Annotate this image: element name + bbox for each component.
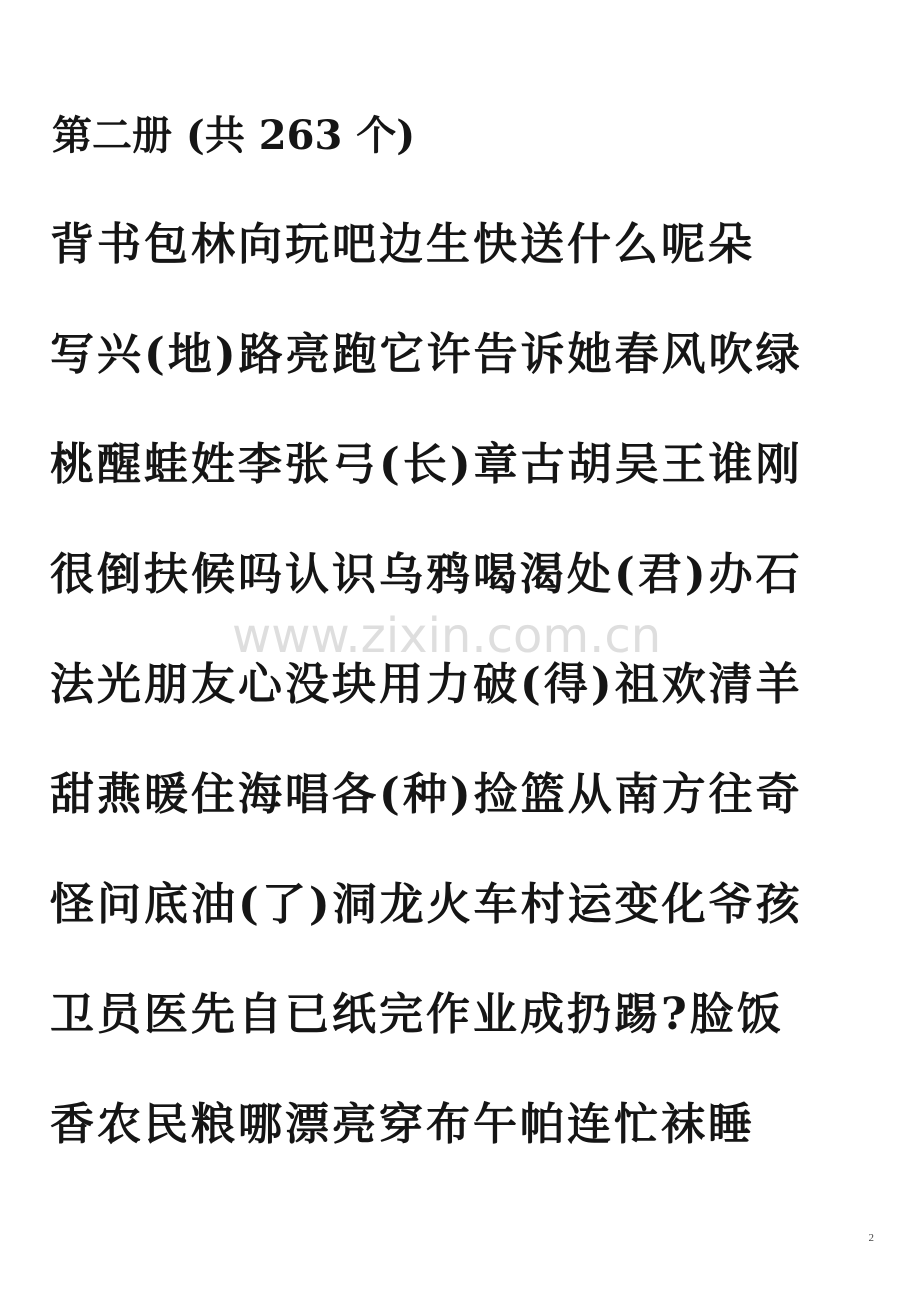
- character-line-8: 卫员医先自已纸完作业成扔踢?脸饭: [50, 989, 784, 1040]
- character-list: [50, 210, 890, 1200]
- character-line-4: 很倒扶候吗认识乌鸦喝渴处(君)办石: [50, 549, 803, 600]
- character-line-9: 香农民粮哪漂亮穿布午帕连忙袜睡: [50, 1099, 755, 1150]
- watermark: www.zixin.com.cn: [232, 608, 662, 664]
- character-line-7: 怪问底油(了)洞龙火车村运变化爷孩: [50, 879, 803, 930]
- character-line-1: 背书包林向玩吧边生快送什么呢朵: [50, 219, 755, 270]
- character-line-5: 法光朋友心没块用力破(得)祖欢清羊: [50, 659, 803, 710]
- character-line-3: 桃醒蛙姓李张弓(长)章古胡吴王谁刚: [50, 439, 803, 490]
- character-line-2: 写兴(地)路亮跑它许告诉她春风吹绿: [50, 329, 803, 380]
- page-number: 2: [868, 1232, 874, 1244]
- page-title: 第二册 (共 263 个): [52, 112, 416, 159]
- character-line-6: 甜燕暖住海唱各(种)捡篮从南方往奇: [50, 769, 803, 820]
